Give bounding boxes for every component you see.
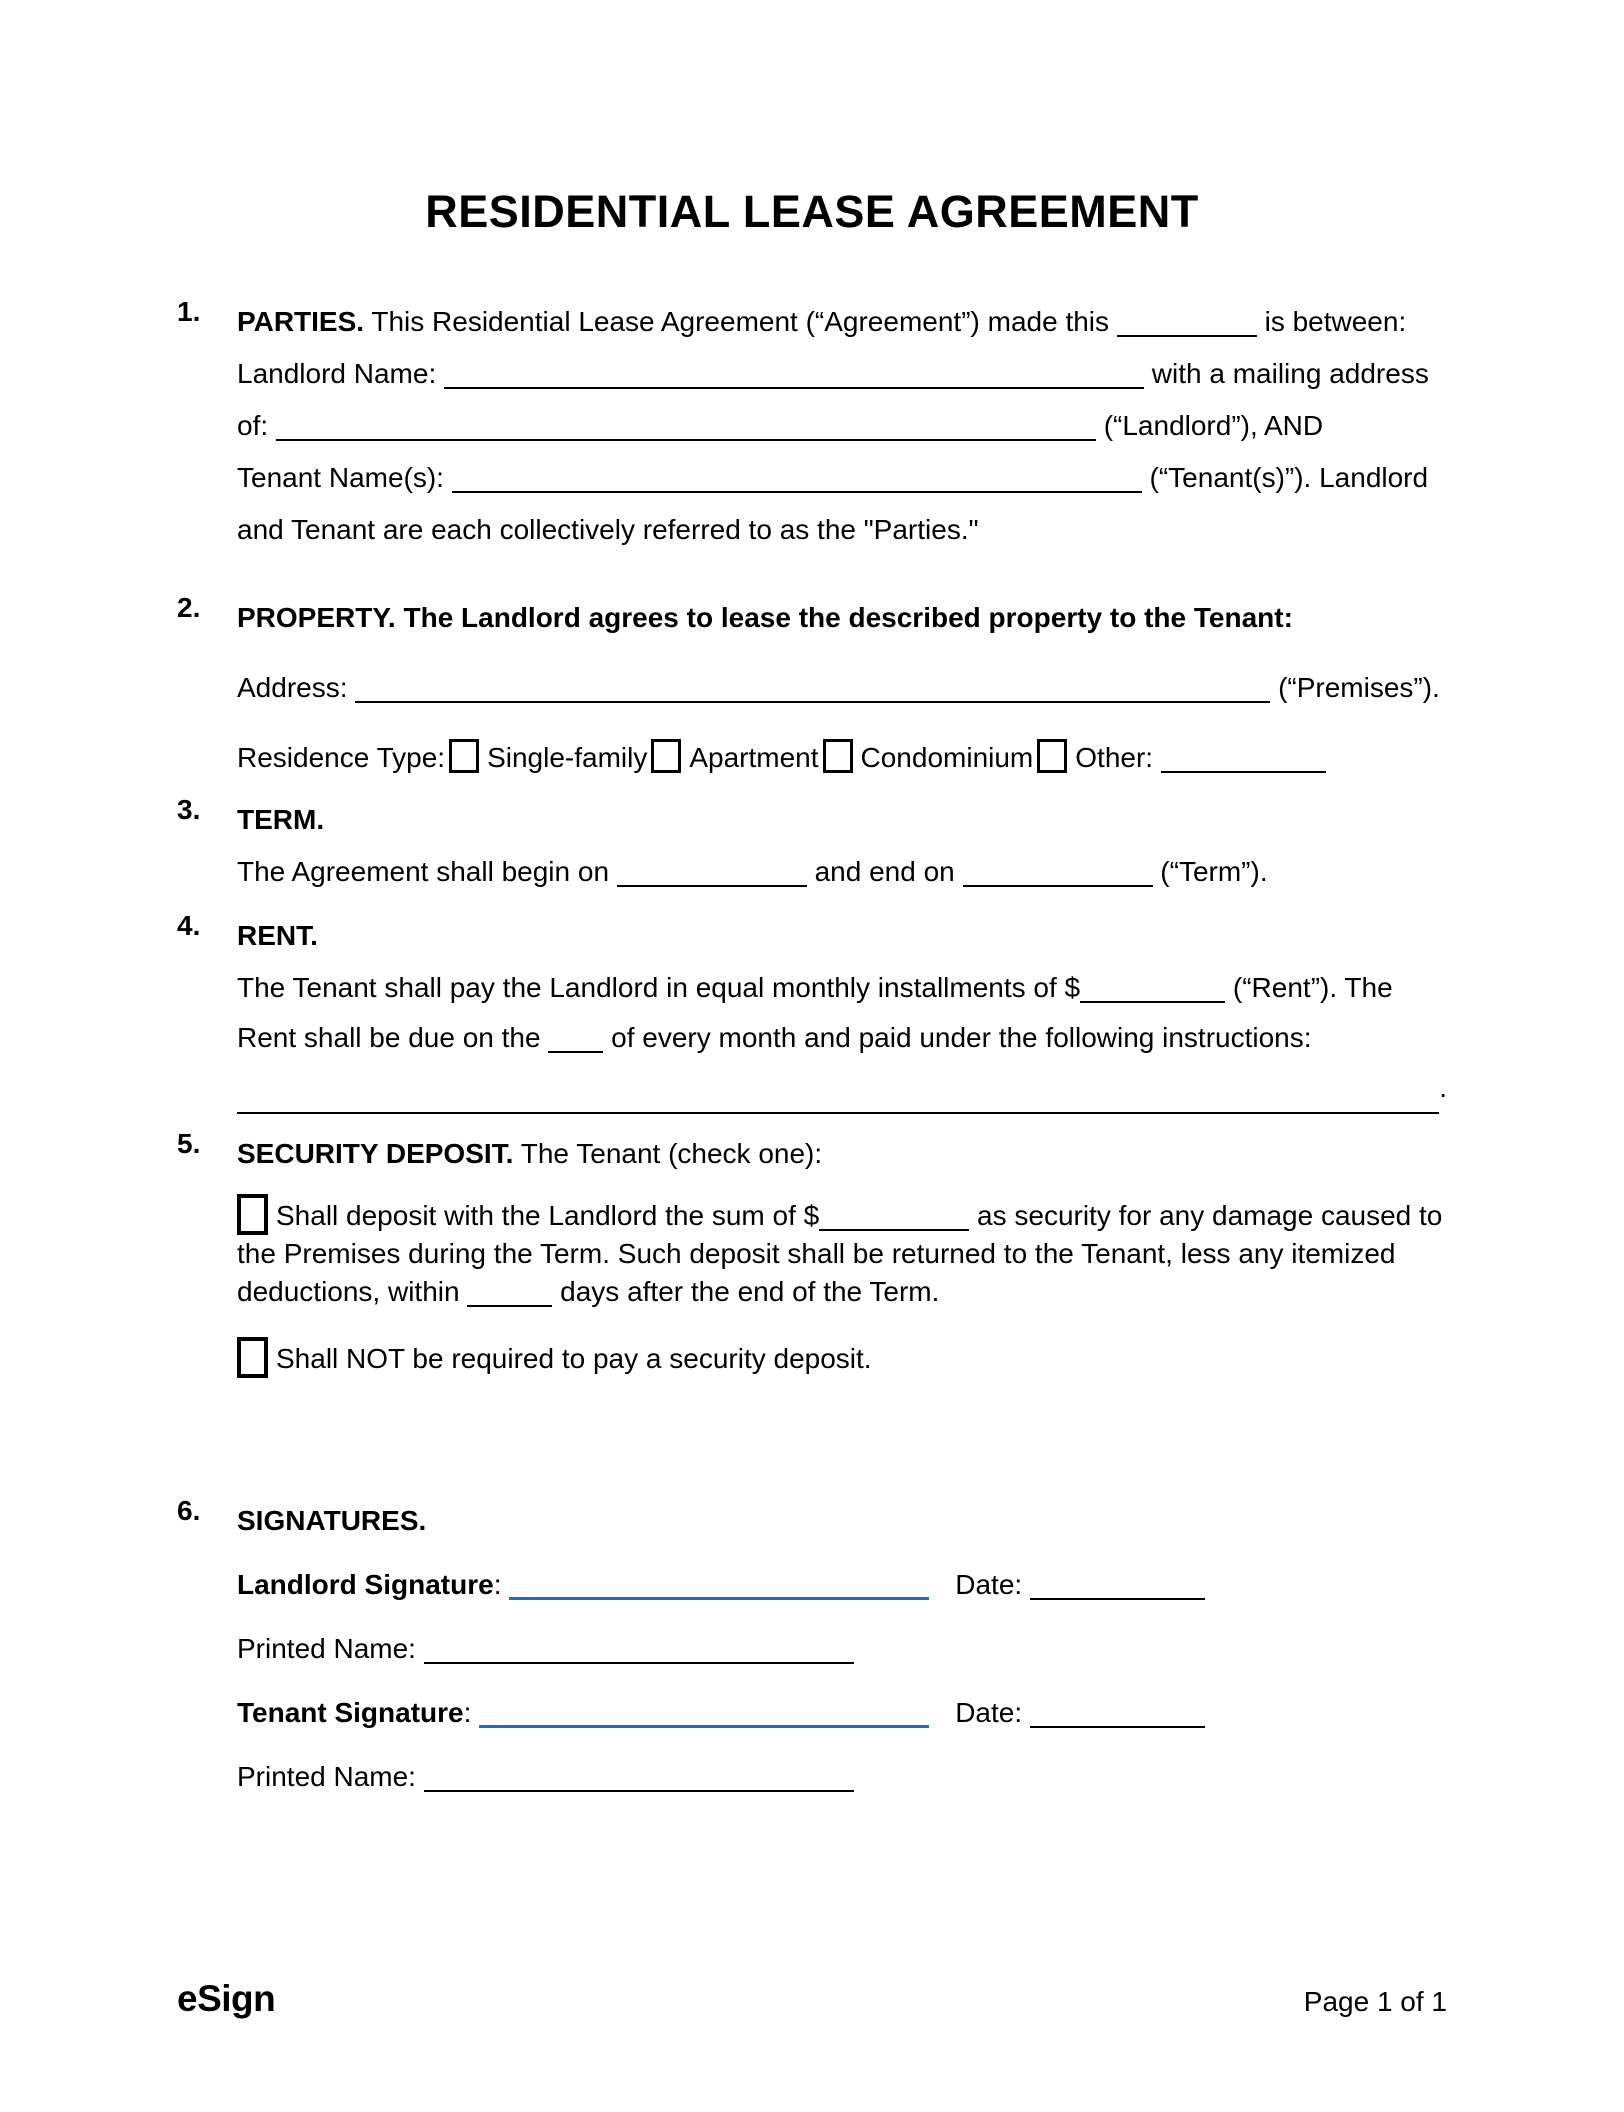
deposit-option1-mid-text: as security for any damage caused to the Premises during the Term. Such deposit shall be returned to the Tenant, less any itemized deductions, within — [237, 1200, 1443, 1307]
landlord-name-post-text: with a mailing address — [1151, 358, 1429, 389]
tenant-printed-name-label: Printed Name: — [237, 1761, 416, 1792]
rent-line2-text: Rent shall be due on the — [237, 1022, 541, 1053]
residence-apartment-checkbox[interactable] — [651, 739, 681, 773]
section-signatures — [177, 1495, 1447, 1815]
tenant-date-label: Date: — [955, 1697, 1023, 1728]
security-heading-text: The Tenant (check one): — [520, 1138, 823, 1169]
residence-other-label: Other: — [1075, 742, 1154, 773]
residence-other-checkbox[interactable] — [1037, 739, 1067, 773]
property-address-post-text: (“Premises”). — [1278, 672, 1440, 703]
section-rent-number: 4. — [177, 910, 201, 941]
section-property-label: PROPERTY. — [237, 602, 396, 633]
residence-other-blank[interactable] — [1161, 743, 1326, 773]
landlord-address-blank[interactable] — [276, 411, 1096, 441]
rent-line1-post-text: (“Rent”). The — [1232, 972, 1393, 1003]
tenant-names-blank[interactable] — [452, 463, 1142, 493]
landlord-signature-field[interactable] — [509, 1569, 929, 1600]
property-address-label: Address: — [237, 672, 348, 703]
section-rent-label: RENT. — [237, 920, 318, 951]
payment-instructions-blank[interactable] — [237, 1084, 1439, 1114]
rent-line2-post-text: of every month and paid under the following instructions: — [611, 1022, 1312, 1053]
tenant-signature-field[interactable] — [479, 1697, 929, 1728]
term-body-mid-text: and end on — [814, 856, 955, 887]
section-property — [177, 592, 1447, 784]
tenant-printed-name-blank[interactable] — [424, 1762, 854, 1792]
residence-single-family-label: Single-family — [487, 742, 648, 773]
residence-condominium-checkbox[interactable] — [823, 739, 853, 773]
landlord-name-label: Landlord Name: — [237, 358, 437, 389]
section-rent — [177, 910, 1447, 1114]
tenant-names-post-text: (“Tenant(s)”). Landlord — [1149, 462, 1429, 493]
deposit-required-checkbox[interactable] — [237, 1194, 268, 1235]
document-title: RESIDENTIAL LEASE AGREEMENT — [425, 186, 1199, 237]
page-footer — [177, 1978, 1447, 2020]
residence-condominium-label: Condominium — [860, 742, 1034, 773]
term-start-date-blank[interactable] — [617, 857, 807, 887]
deposit-option1-text: Shall deposit with the Landlord the sum of $ — [276, 1200, 820, 1231]
residence-type-label: Residence Type: — [237, 742, 446, 773]
section-parties — [177, 296, 1447, 556]
residence-single-family-checkbox[interactable] — [449, 739, 479, 773]
property-address-blank[interactable] — [355, 673, 1270, 703]
tenant-signature-colon: : — [463, 1697, 472, 1728]
section-signatures-label: SIGNATURES. — [237, 1505, 427, 1536]
deposit-option2-text: Shall NOT be required to pay a security deposit. — [276, 1343, 872, 1374]
parties-intro-text: This Residential Lease Agreement (“Agreement”) made this — [371, 306, 1110, 337]
tenant-names-label: Tenant Name(s): — [237, 462, 444, 493]
agreement-date-blank[interactable] — [1117, 307, 1257, 337]
deposit-option1-end-text: days after the end of the Term. — [560, 1276, 940, 1307]
rent-line1-text: The Tenant shall pay the Landlord in equal monthly installments of $ — [237, 972, 1081, 1003]
tenant-date-blank[interactable] — [1030, 1698, 1205, 1728]
section-parties-number: 1. — [177, 296, 201, 327]
landlord-address-post-text: (“Landlord”), AND — [1103, 410, 1324, 441]
landlord-printed-name-label: Printed Name: — [237, 1633, 416, 1664]
section-parties-label: PARTIES. — [237, 306, 365, 337]
instructions-period: . — [1439, 1072, 1447, 1103]
landlord-signature-label: Landlord Signature — [237, 1569, 494, 1600]
section-signatures-number: 6. — [177, 1495, 201, 1526]
section-security-label: SECURITY DEPOSIT. — [237, 1138, 514, 1169]
section-property-number: 2. — [177, 592, 201, 623]
deposit-amount-blank[interactable] — [819, 1201, 969, 1231]
deposit-return-days-blank[interactable] — [467, 1277, 552, 1307]
property-heading-text: The Landlord agrees to lease the described property to the Tenant: — [403, 602, 1293, 633]
parties-closing-text: and Tenant are each collectively referred to as the "Parties." — [237, 514, 979, 545]
term-end-date-blank[interactable] — [963, 857, 1153, 887]
no-deposit-checkbox[interactable] — [237, 1337, 268, 1378]
landlord-name-blank[interactable] — [444, 359, 1144, 389]
esign-logo: eSign — [177, 1978, 276, 2019]
landlord-signature-colon: : — [493, 1569, 502, 1600]
landlord-date-label: Date: — [955, 1569, 1023, 1600]
term-body-text: The Agreement shall begin on — [237, 856, 610, 887]
landlord-address-label: of: — [237, 410, 269, 441]
term-body-post-text: (“Term”). — [1160, 856, 1268, 887]
section-term-number: 3. — [177, 794, 201, 825]
section-term — [177, 794, 1447, 898]
residence-apartment-label: Apartment — [689, 742, 819, 773]
parties-intro-post-text: is between: — [1264, 306, 1407, 337]
tenant-signature-label: Tenant Signature — [237, 1697, 464, 1728]
rent-amount-blank[interactable] — [1080, 973, 1225, 1003]
section-security-deposit — [177, 1128, 1447, 1385]
section-security-number: 5. — [177, 1128, 201, 1159]
page-number: Page 1 of 1 — [1303, 1986, 1447, 2017]
section-term-label: TERM. — [237, 804, 325, 835]
landlord-date-blank[interactable] — [1030, 1570, 1205, 1600]
rent-due-day-blank[interactable] — [548, 1023, 603, 1053]
landlord-printed-name-blank[interactable] — [424, 1634, 854, 1664]
